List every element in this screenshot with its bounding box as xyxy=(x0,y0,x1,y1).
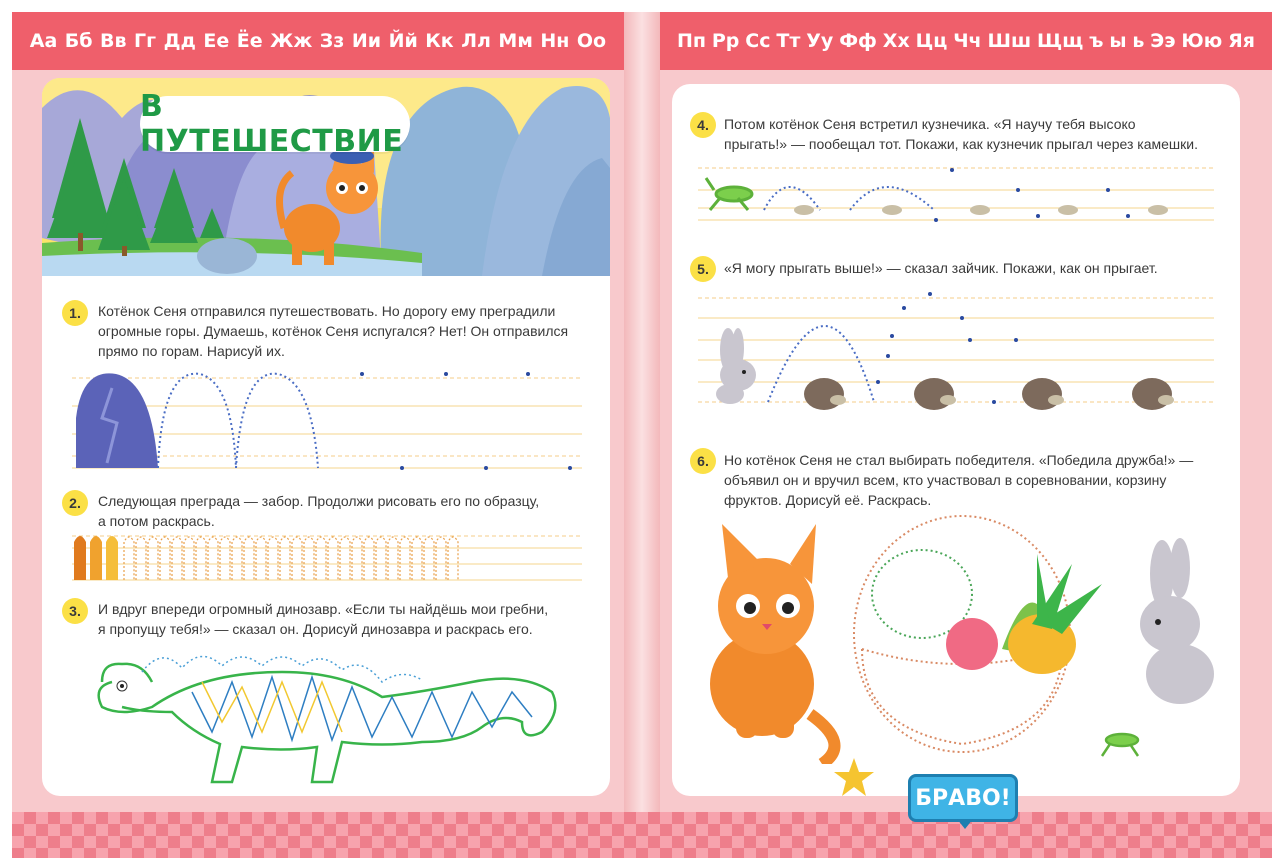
page-gutter xyxy=(624,12,660,858)
alphabet-right-letter-7: Цц xyxy=(915,30,948,52)
task-3-line-1: И вдруг впереди огромный динозавр. «Если ты найдёшь мои гребни, xyxy=(98,601,549,617)
alphabet-left-letter-11: Кк xyxy=(425,30,454,52)
alphabet-left-letter-4: Дд xyxy=(163,30,196,52)
fruit-basket-illustration xyxy=(692,514,1222,764)
alphabet-right-letter-6: Хх xyxy=(882,30,910,52)
task-1-line-1: Котёнок Сеня отправился путешествовать. Но дорогу ему преградили xyxy=(98,303,556,319)
alphabet-right-letter-13: ь xyxy=(1132,30,1145,52)
task-4-line-1: Потом котёнок Сеня встретил кузнечика. «Я научу тебя высоко xyxy=(724,116,1136,132)
alphabet-left-letter-3: Гг xyxy=(134,30,157,52)
fence-post-outline xyxy=(280,537,290,580)
alphabet-right-letter-8: Чч xyxy=(953,30,982,52)
task-5-text xyxy=(724,258,1158,278)
alphabet-right-letter-0: Пп xyxy=(676,30,706,52)
task-number-1: 1. xyxy=(62,300,88,326)
fence-post-outline xyxy=(136,537,146,580)
alphabet-left-letter-5: Ее xyxy=(203,30,230,52)
task-2-line-2: а потом раскрась. xyxy=(98,513,215,529)
alphabet-left-letter-12: Лл xyxy=(461,30,491,52)
alphabet-left-letter-9: Ии xyxy=(351,30,382,52)
task-1-line-2: огромные горы. Думаешь, котёнок Сеня испугался? Нет! Он отправился xyxy=(98,323,569,339)
fence-post-outline xyxy=(352,537,362,580)
fence-post-outline xyxy=(448,537,458,580)
task-3-text xyxy=(98,599,548,639)
fence-post-outline xyxy=(172,537,182,580)
fence-post-outline xyxy=(232,537,242,580)
fence-post-outline xyxy=(220,537,230,580)
alphabet-left-letter-8: Зз xyxy=(319,30,345,52)
alphabet-bar-right xyxy=(660,12,1272,70)
task-4-text xyxy=(724,114,1198,154)
task-6-text xyxy=(724,450,1193,510)
task-5-line-1: «Я могу прыгать выше!» — сказал зайчик. Покажи, как он прыгает. xyxy=(724,260,1158,276)
fence-post-outline xyxy=(148,537,158,580)
bravo-badge: БРАВО! xyxy=(908,774,1018,822)
alphabet-right-letter-5: Фф xyxy=(839,30,877,52)
fence-post-outline xyxy=(304,537,314,580)
task-1-text xyxy=(98,301,568,361)
fence-post-outline xyxy=(376,537,386,580)
fence-post-outline xyxy=(244,537,254,580)
alphabet-bar-left xyxy=(12,12,624,70)
left-page xyxy=(42,78,610,796)
alphabet-right-letter-15: Юю xyxy=(1181,30,1223,52)
alphabet-left-letter-6: Ёе xyxy=(236,30,263,52)
task-3-line-2: я пропущу тебя!» — сказал он. Дорисуй динозавра и раскрась его. xyxy=(98,621,533,637)
page-title: В ПУТЕШЕСТВИЕ xyxy=(140,89,404,159)
fence-post-outline xyxy=(340,537,350,580)
task-4-grasshopper-tracing xyxy=(698,164,1214,230)
fence-post-outline xyxy=(388,537,398,580)
task-number-3: 3. xyxy=(62,598,88,624)
alphabet-left-letter-15: Оо xyxy=(576,30,607,52)
fence-post-outline xyxy=(208,537,218,580)
task-5-rabbit-tracing xyxy=(698,290,1214,416)
alphabet-left-letter-1: Бб xyxy=(64,30,93,52)
task-1-mountain-tracing xyxy=(72,368,582,478)
star-icon xyxy=(832,756,876,796)
alphabet-left-letter-14: Нн xyxy=(540,30,570,52)
alphabet-left-letter-7: Жж xyxy=(270,30,313,52)
alphabet-right-letter-16: Яя xyxy=(1228,30,1255,52)
alphabet-right-letter-12: ы xyxy=(1109,30,1127,52)
right-page xyxy=(672,84,1240,796)
fence-post-outline xyxy=(124,537,134,580)
task-6-line-3: фруктов. Дорисуй её. Раскрась. xyxy=(724,492,932,508)
alphabet-left-letter-2: Вв xyxy=(100,30,127,52)
alphabet-right-letter-14: Ээ xyxy=(1150,30,1176,52)
task-6-line-1: Но котёнок Сеня не стал выбирать победителя. «Победила дружба!» — xyxy=(724,452,1194,468)
task-2-line-1: Следующая преграда — забор. Продолжи рисовать его по образцу, xyxy=(98,493,540,509)
fence-post-outline xyxy=(412,537,422,580)
page-title-pill xyxy=(140,89,410,159)
task-number-4: 4. xyxy=(690,112,716,138)
fence-post-outline xyxy=(400,537,410,580)
task-2-fence-tracing xyxy=(72,532,582,584)
fence-post-outline xyxy=(160,537,170,580)
fence-post-outline xyxy=(436,537,446,580)
dinosaur-tracing xyxy=(82,652,582,792)
fence-post-outline xyxy=(316,537,326,580)
task-2-text xyxy=(98,491,539,531)
alphabet-right-letter-1: Рр xyxy=(711,30,740,52)
fence-post-outline xyxy=(256,537,266,580)
task-number-6: 6. xyxy=(690,448,716,474)
task-1-line-3: прямо по горам. Нарисуй их. xyxy=(98,343,285,359)
checker-border xyxy=(12,812,1272,858)
fence-post-outline xyxy=(364,537,374,580)
task-number-2: 2. xyxy=(62,490,88,516)
alphabet-right-letter-9: Шш xyxy=(987,30,1032,52)
workbook-spread xyxy=(12,12,1272,858)
fence-post-outline xyxy=(184,537,194,580)
fence-post-outline xyxy=(268,537,278,580)
alphabet-right-letter-10: Щщ xyxy=(1037,30,1084,52)
alphabet-right-letter-11: ъ xyxy=(1089,30,1104,52)
alphabet-right-letter-2: Сс xyxy=(745,30,771,52)
task-6-line-2: объявил он и вручил всем, кто участвовал в соревновании, корзину xyxy=(724,472,1167,488)
fence-post-outline xyxy=(292,537,302,580)
task-4-line-2: прыгать!» — пообещал тот. Покажи, как кузнечик прыгал через камешки. xyxy=(724,136,1198,152)
alphabet-left-letter-0: Аа xyxy=(29,30,58,52)
fence-post-outline xyxy=(328,537,338,580)
alphabet-left-letter-13: Мм xyxy=(498,30,533,52)
alphabet-left-letter-10: Йй xyxy=(388,30,418,52)
task-number-5: 5. xyxy=(690,256,716,282)
alphabet-right-letter-4: Уу xyxy=(806,30,834,52)
alphabet-right-letter-3: Тт xyxy=(776,30,801,52)
fence-post-outline xyxy=(196,537,206,580)
fence-post-outline xyxy=(424,537,434,580)
